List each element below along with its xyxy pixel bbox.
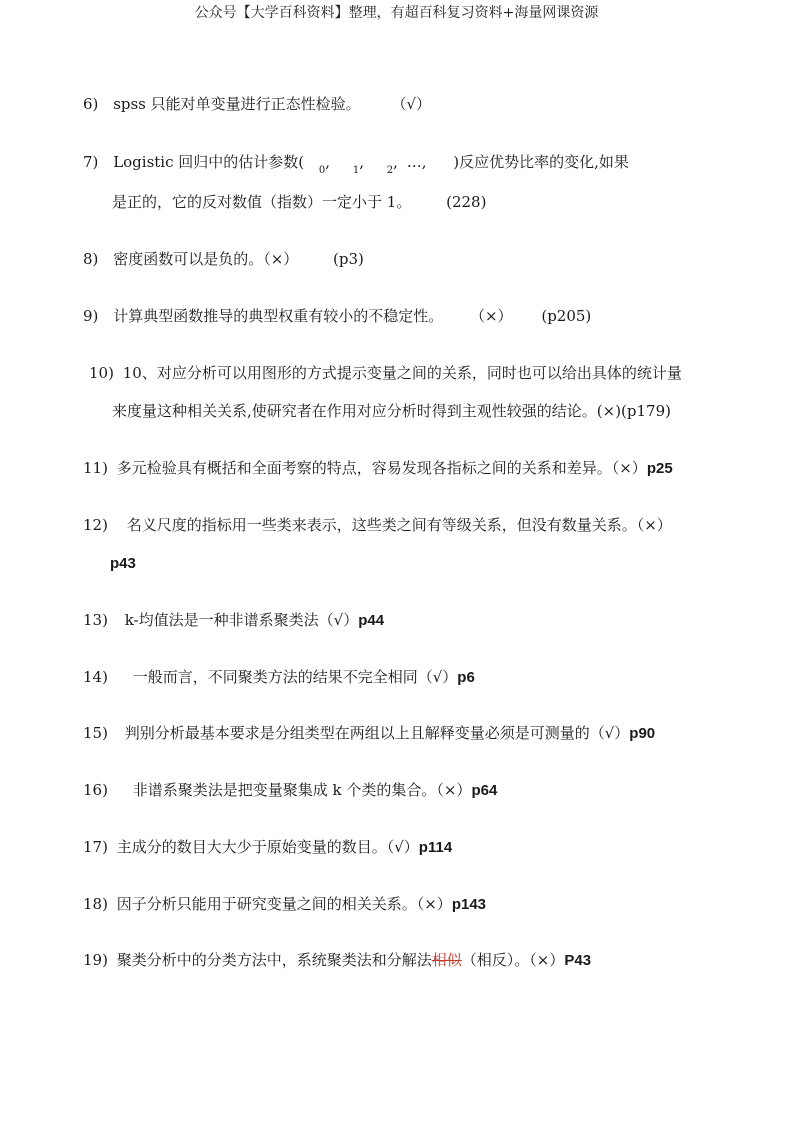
question-14 bbox=[83, 667, 475, 688]
item-text-cont: )反应优势比率的变化,如果 bbox=[453, 153, 629, 171]
question-12-line-1 bbox=[83, 515, 672, 535]
question-9 bbox=[83, 306, 591, 326]
item-number: 9) bbox=[83, 307, 99, 325]
item-number: 7) bbox=[83, 153, 99, 171]
item-page: p64 bbox=[471, 782, 498, 799]
question-16 bbox=[83, 780, 497, 801]
item-number: 6) bbox=[83, 95, 99, 113]
item-page: p6 bbox=[457, 669, 475, 686]
item-text-cont: （相反）。（×） bbox=[461, 951, 565, 969]
item-page: p143 bbox=[451, 896, 487, 913]
question-10-line-2 bbox=[112, 401, 671, 421]
item-number: 12) bbox=[83, 516, 108, 534]
item-number: 10) bbox=[89, 364, 114, 382]
item-page: p44 bbox=[358, 612, 385, 629]
question-6 bbox=[83, 94, 431, 114]
item-text: 判别分析最基本要求是分组类型在两组以上且解释变量必须是可测量的（√） bbox=[124, 724, 630, 742]
question-15 bbox=[83, 723, 655, 744]
item-page: p43 bbox=[110, 555, 136, 572]
param-sub-2: 2 bbox=[386, 165, 394, 176]
item-ref: (228) bbox=[446, 193, 487, 211]
param-sub-0: 0 bbox=[318, 165, 326, 176]
item-text: 一般而言，不同聚类方法的结果不完全相同（√） bbox=[132, 668, 458, 686]
item-text: 来度量这种相关关系,使研究者在作用对应分析时得到主观性较强的结论。(×)(p179) bbox=[112, 402, 671, 420]
page-header: 公众号【大学百科资料】整理，有超百科复习资料+海量网课资源 bbox=[194, 5, 599, 21]
item-text: 因子分析只能用于研究变量之间的相关关系。（×） bbox=[116, 895, 452, 913]
item-text: 名义尺度的指标用一些类来表示，这些类之间有等级关系，但没有数量关系。（×） bbox=[126, 516, 672, 534]
item-page: p90 bbox=[629, 725, 656, 742]
param-sub-1: 1 bbox=[352, 165, 360, 176]
param-ellipsis: …, bbox=[406, 153, 427, 171]
item-text: 聚类分析中的分类方法中，系统聚类法和分解法 bbox=[116, 951, 432, 969]
item-number: 18) bbox=[83, 895, 108, 913]
question-17 bbox=[83, 837, 452, 858]
item-text: 计算典型函数推导的典型权重有较小的不稳定性。 bbox=[113, 307, 444, 325]
item-text: 是正的，它的反对数值（指数）一定小于 1。 bbox=[112, 193, 412, 211]
question-13 bbox=[83, 610, 384, 631]
item-mark: （×） bbox=[469, 307, 513, 325]
item-ref: (p3) bbox=[333, 250, 364, 268]
question-7-line-1: 7) Logistic 回归中的估计参数( $_0$, $_1$, $_2$, …, )反应优势比率的变化,如果 bbox=[83, 153, 629, 176]
item-text: 10、对应分析可以用图形的方式提示变量之间的关系，同时也可以给出具体的统计量 bbox=[122, 364, 682, 382]
item-text: k-均值法是一种非谱系聚类法（√） bbox=[124, 611, 359, 629]
item-number: 19) bbox=[83, 951, 108, 969]
item-text: Logistic 回归中的估计参数( bbox=[113, 153, 305, 171]
question-7-line-2 bbox=[112, 192, 486, 212]
struck-text: 相似 bbox=[431, 951, 462, 969]
item-page: p25 bbox=[646, 460, 673, 477]
item-number: 11) bbox=[83, 459, 108, 477]
item-mark: （√） bbox=[391, 95, 431, 113]
question-8 bbox=[83, 249, 364, 269]
item-number: 13) bbox=[83, 611, 108, 629]
item-ref: (p205) bbox=[541, 307, 592, 325]
item-text: spss 只能对单变量进行正态性检验。 bbox=[113, 95, 361, 113]
item-number: 8) bbox=[83, 250, 99, 268]
item-text: 多元检验具有概括和全面考察的特点，容易发现各指标之间的关系和差异。（×） bbox=[116, 459, 647, 477]
item-text: 主成分的数目大大少于原始变量的数目。（√） bbox=[116, 838, 419, 856]
question-12-line-2 bbox=[110, 553, 136, 574]
item-text: 密度函数可以是负的。（×） bbox=[113, 250, 299, 268]
question-19 bbox=[83, 950, 591, 971]
question-10-line-1 bbox=[89, 363, 682, 383]
item-text: 非谱系聚类法是把变量聚集成 k 个类的集合。（×） bbox=[132, 781, 472, 799]
item-number: 17) bbox=[83, 838, 108, 856]
item-page: P43 bbox=[564, 952, 592, 969]
question-18 bbox=[83, 894, 486, 915]
item-number: 14) bbox=[83, 668, 108, 686]
item-number: 16) bbox=[83, 781, 108, 799]
item-number: 15) bbox=[83, 724, 108, 742]
question-11 bbox=[83, 458, 673, 479]
item-page: p114 bbox=[418, 839, 453, 856]
